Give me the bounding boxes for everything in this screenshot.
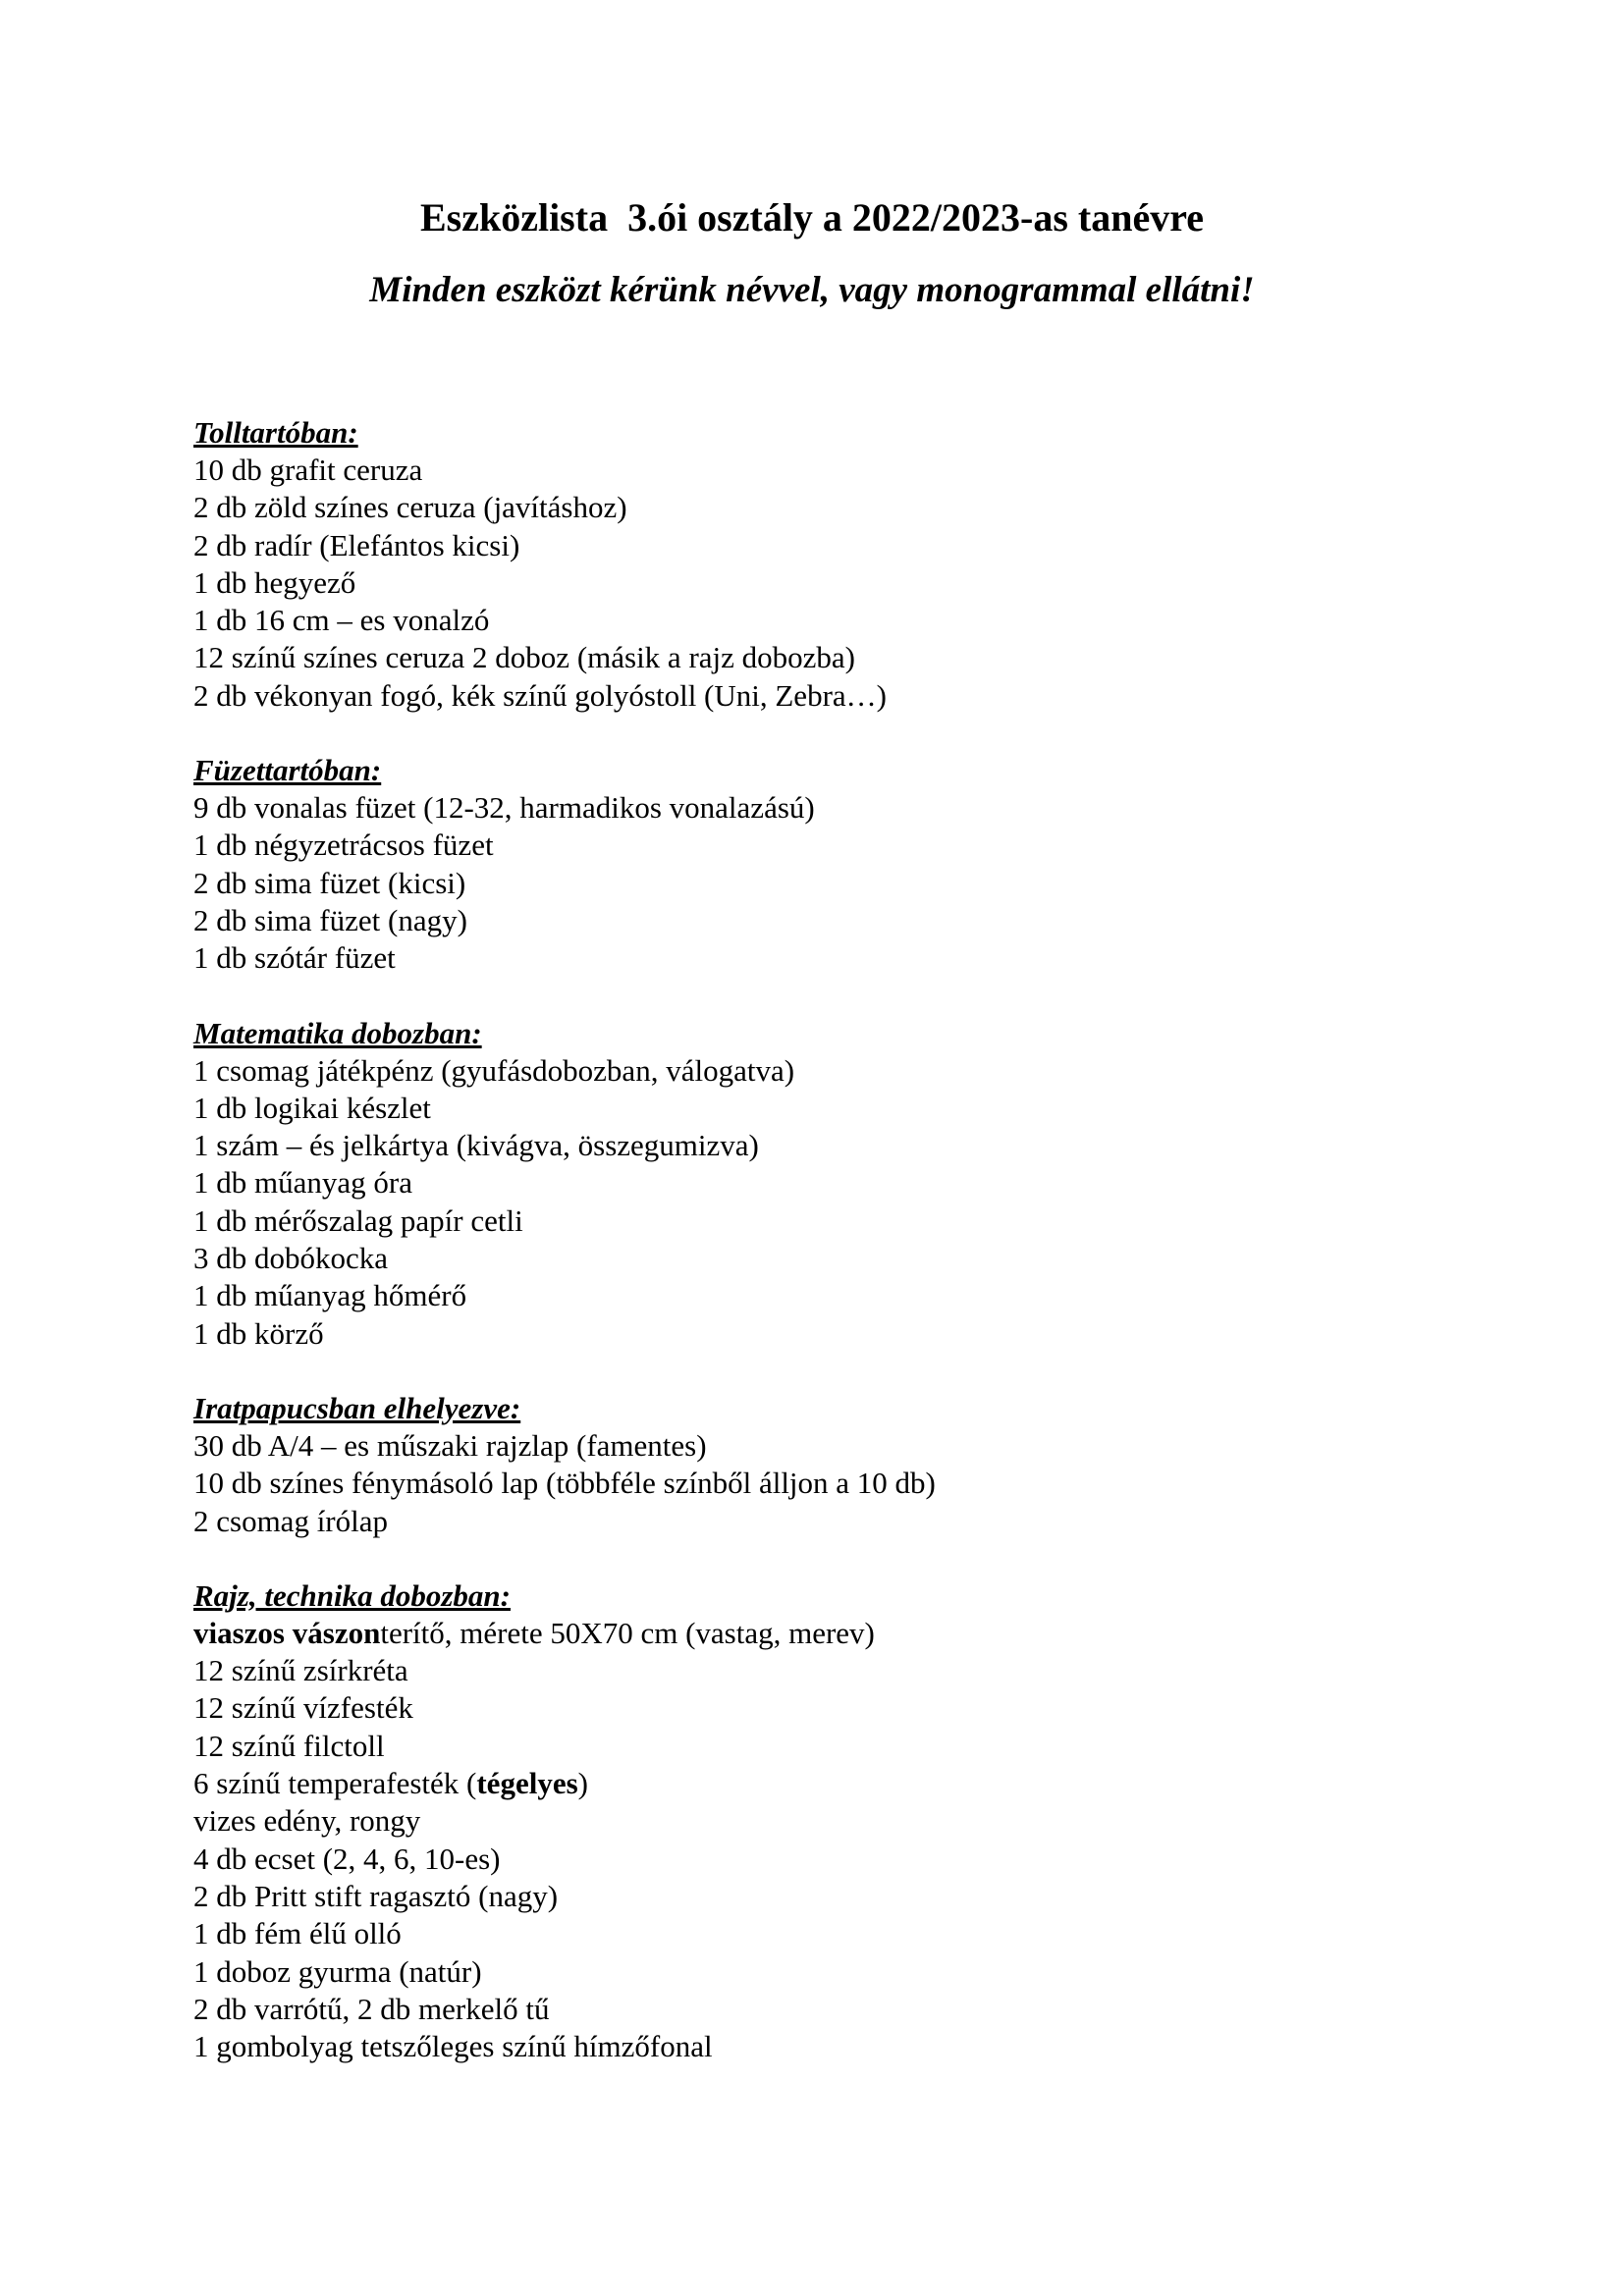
- list-item: 12 színű zsírkréta: [193, 1653, 408, 1688]
- section-heading: Füzettartóban:: [193, 753, 382, 788]
- list-item: 1 db szótár füzet: [193, 940, 396, 976]
- document-subtitle: Minden eszközt kérünk névvel, vagy monogrammal ellátni!: [369, 270, 1255, 310]
- section-heading: Tolltartóban:: [193, 415, 358, 450]
- list-item: 1 db műanyag óra: [193, 1165, 412, 1201]
- list-item: 10 db színes fénymásoló lap (többféle színből álljon a 10 db): [193, 1466, 936, 1501]
- list-item: 1 csomag játékpénz (gyufásdobozban, válogatva): [193, 1052, 795, 1088]
- section-matematika-dobozban: [193, 1015, 1470, 1353]
- list-item: 30 db A/4 – es műszaki rajzlap (famentes): [193, 1427, 707, 1463]
- document-content: [193, 414, 1470, 2103]
- list-item: 3 db dobókocka: [193, 1241, 389, 1276]
- list-item: 1 db körző: [193, 1315, 324, 1351]
- list-item: 1 db műanyag hőmérő: [193, 1278, 467, 1313]
- section-iratpapucsban: [193, 1390, 1470, 1540]
- section-heading: Iratpapucsban elhelyezve:: [193, 1390, 521, 1425]
- list-item: 2 db sima füzet (kicsi): [193, 865, 466, 900]
- list-item: 2 db sima füzet (nagy): [193, 902, 467, 937]
- list-item: 12 színű vízfesték: [193, 1690, 413, 1726]
- section-rajz-technika-dobozban: [193, 1577, 1470, 2066]
- list-item: [193, 1765, 1470, 1802]
- list-item: 1 db mérőszalag papír cetli: [193, 1202, 523, 1238]
- list-item: 2 db vékonyan fogó, kék színű golyóstoll (Uni, Zebra…): [193, 677, 887, 713]
- list-item: 2 db varrótű, 2 db merkelő tű: [193, 1991, 550, 2026]
- list-item: 1 db hegyező: [193, 564, 356, 600]
- list-item: 2 csomag írólap: [193, 1503, 389, 1538]
- item-text: terítő, mérete 50X70 cm (vastag, merev): [380, 1615, 875, 1650]
- list-item: 12 színű színes ceruza 2 doboz (másik a rajz dobozba): [193, 640, 855, 675]
- bold-text: tégelyes: [476, 1766, 578, 1801]
- section-heading: Rajz, technika dobozban:: [193, 1577, 511, 1613]
- list-item: 2 db radír (Elefántos kicsi): [193, 527, 520, 562]
- item-text: 6 színű temperafesték (: [193, 1766, 477, 1801]
- document-title: Eszközlista 3.ói osztály a 2022/2023-as tanévre: [419, 195, 1205, 240]
- section-fuzettartoban: [193, 752, 1470, 977]
- list-item: 1 doboz gyurma (natúr): [193, 1953, 482, 1989]
- list-item: 4 db ecset (2, 4, 6, 10-es): [193, 1841, 501, 1876]
- list-item: 1 db logikai készlet: [193, 1090, 431, 1125]
- list-item: 10 db grafit ceruza: [193, 453, 423, 487]
- list-item: 9 db vonalas füzet (12-32, harmadikos vonalazású): [193, 790, 815, 826]
- list-item: 1 db fém élű olló: [193, 1916, 402, 1951]
- list-item: 1 szám – és jelkártya (kivágva, összegumizva): [193, 1128, 759, 1163]
- list-item: vizes edény, rongy: [193, 1803, 421, 1839]
- list-item: 1 db négyzetrácsos füzet: [193, 828, 494, 863]
- list-item: [193, 1615, 1470, 1652]
- list-item: 1 db 16 cm – es vonalzó: [193, 603, 490, 638]
- section-heading: Matematika dobozban:: [193, 1015, 482, 1050]
- list-item: 2 db zöld színes ceruza (javításhoz): [193, 490, 627, 525]
- bold-text: viaszos vászon: [193, 1615, 381, 1650]
- section-tolltartoban: [193, 414, 1470, 715]
- list-item: 12 színű filctoll: [193, 1728, 385, 1763]
- list-item: 1 gombolyag tetszőleges színű hímzőfonal: [193, 2029, 713, 2064]
- list-item: 2 db Pritt stift ragasztó (nagy): [193, 1878, 559, 1913]
- item-text: ): [577, 1766, 588, 1801]
